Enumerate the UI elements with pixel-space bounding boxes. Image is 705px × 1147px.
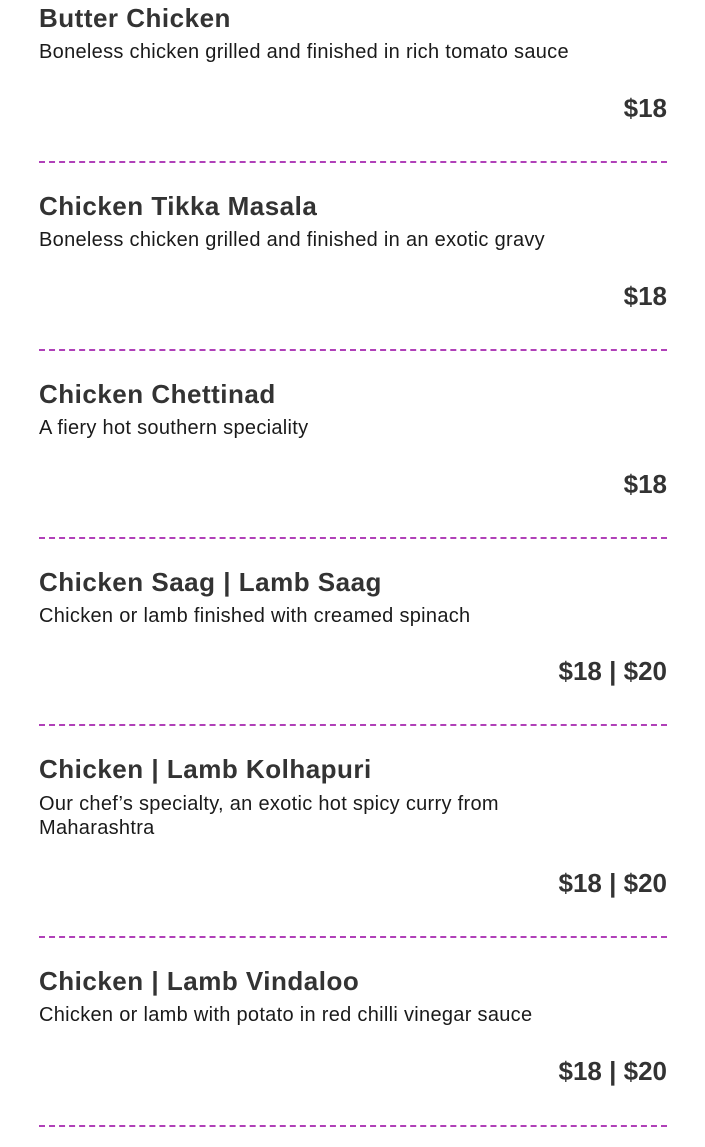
menu-item-chicken-tikka-masala [39,163,667,351]
item-name: Chicken Tikka Masala [39,191,318,221]
menu-list [39,0,667,1127]
item-name: Chicken | Lamb Kolhapuri [39,754,372,784]
menu-item-vindaloo [39,938,667,1127]
item-description: A fiery hot southern speciality [39,417,309,439]
menu-item-butter-chicken [39,0,667,163]
item-price: $18 [623,281,667,311]
item-name: Chicken | Lamb Vindaloo [39,966,360,996]
item-description: Our chef’s specialty, an exotic hot spicy curry from Maharashtra [39,793,499,839]
item-price: $18 | $20 [558,868,667,898]
item-description: Chicken or lamb with potato in red chilli vinegar sauce [39,1004,533,1026]
item-description: Boneless chicken grilled and finished in an exotic gravy [39,229,545,251]
item-name: Chicken Chettinad [39,379,276,409]
item-name: Butter Chicken [39,3,231,33]
menu-item-saag [39,539,667,726]
item-price: $18 [623,93,667,123]
item-description: Boneless chicken grilled and finished in rich tomato sauce [39,41,569,63]
menu-item-chicken-chettinad [39,351,667,539]
item-price: $18 | $20 [558,656,667,686]
item-description: Chicken or lamb finished with creamed spinach [39,605,471,627]
item-price: $18 | $20 [558,1056,667,1086]
menu-item-kolhapuri [39,726,667,938]
item-price: $18 [623,469,667,499]
item-name: Chicken Saag | Lamb Saag [39,567,382,597]
